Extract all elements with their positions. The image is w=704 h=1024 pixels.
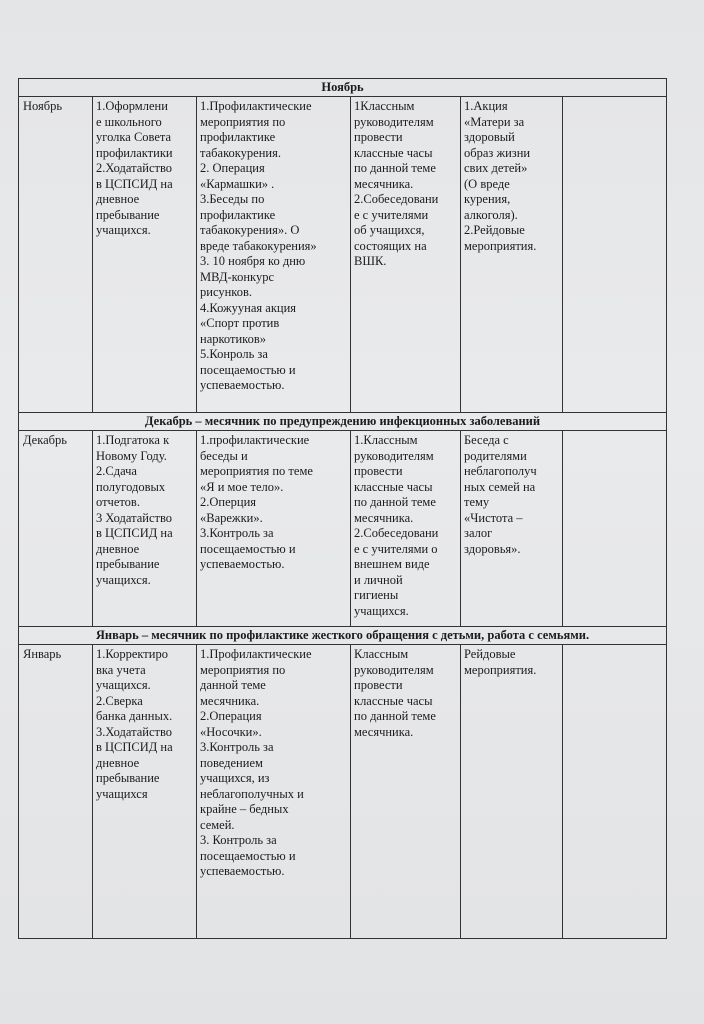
cell-line: 3.Беседы по (200, 192, 265, 206)
cell-line: полугодовых (96, 479, 166, 494)
section-header-row (19, 627, 667, 645)
cell-line: 3 Ходатайство (96, 510, 173, 525)
cell-line: Новому Году. (96, 448, 167, 463)
month-cell: Январь (19, 645, 93, 939)
cell-line: классные часы (354, 479, 433, 494)
section-header-row (19, 79, 667, 97)
cell-line: 1.Профилактические (200, 99, 312, 113)
cell-line: поведением (200, 755, 263, 770)
cell-line: е с учителями о (354, 541, 438, 556)
activity-cell (197, 431, 351, 627)
cell-line: неблагополучных и (200, 786, 304, 801)
cell-line: 1.профилактические (200, 433, 310, 447)
activity-cell (461, 431, 563, 627)
activity-cell (351, 97, 461, 413)
cell-line: классные часы (354, 145, 433, 160)
activity-cell (93, 431, 197, 627)
cell-line: 2. Операция (200, 161, 265, 175)
activity-cell (197, 97, 351, 413)
cell-line: (О вреде (464, 176, 510, 191)
table-row (19, 645, 667, 939)
cell-line: вреде табакокурения» (200, 238, 317, 253)
table-row (19, 431, 667, 627)
cell-line: дневное (96, 541, 140, 556)
cell-line: 2.Собеседовани (354, 526, 439, 540)
cell-line: табакокурения». О (200, 223, 300, 237)
activity-cell (351, 431, 461, 627)
cell-line: успеваемостью. (200, 864, 285, 878)
cell-line: месячника. (354, 510, 414, 525)
month-cell: Ноябрь (19, 97, 93, 413)
month-cell: Декабрь (19, 431, 93, 627)
cell-line: образ жизни (464, 145, 531, 160)
activity-cell (93, 97, 197, 413)
cell-line: посещаемостью и (200, 362, 296, 377)
cell-line: успеваемостью. (200, 557, 285, 571)
cell-line: учащихся. (96, 223, 151, 237)
cell-line: е школьного (96, 114, 162, 129)
cell-line: руководителям (354, 662, 434, 677)
cell-line: «Носочки». (200, 724, 262, 739)
section-header: Ноябрь (19, 79, 667, 97)
activity-cell (563, 431, 667, 627)
cell-line: учащихся. (96, 678, 151, 692)
cell-line: 2.Собеседовани (354, 192, 439, 206)
plan-table-wrapper (18, 78, 667, 939)
cell-line: классные часы (354, 693, 433, 708)
cell-line: мероприятия. (464, 662, 537, 677)
cell-line: 2.Ходатайство (96, 161, 173, 175)
cell-line: 1.Профилактические (200, 647, 312, 661)
cell-line: 2.Сверка (96, 693, 143, 708)
cell-line: крайне – бедных (200, 802, 289, 816)
cell-line: мероприятия по теме (200, 464, 313, 478)
cell-line: 5.Конроль за (200, 347, 268, 361)
cell-line: Классным (354, 647, 409, 661)
section-header-row (19, 413, 667, 431)
cell-line: табакокурения. (200, 145, 281, 160)
cell-line: профилактике (200, 130, 276, 144)
cell-line: пребывание (96, 557, 160, 571)
cell-line: об учащихся, (354, 223, 425, 237)
cell-line: месячника. (354, 724, 414, 739)
cell-line: учащихся. (354, 603, 409, 618)
table-row (19, 97, 667, 413)
cell-line: «Спорт против (200, 316, 280, 330)
cell-line: по данной теме (354, 709, 436, 723)
cell-line: 3. Контроль за (200, 833, 277, 847)
cell-line: учащихся, из (200, 771, 270, 785)
cell-line: данной теме (200, 678, 266, 692)
cell-line: здоровый (464, 130, 515, 144)
cell-line: «Кармашки» . (200, 176, 275, 191)
cell-line: мероприятия по (200, 662, 286, 677)
cell-line: мероприятия. (464, 238, 537, 253)
cell-line: 1.Оформлени (96, 99, 168, 113)
cell-line: посещаемостью и (200, 541, 296, 556)
cell-line: 1.Акция (464, 99, 508, 113)
cell-line: провести (354, 130, 403, 144)
cell-line: профилактики (96, 145, 173, 160)
activity-cell (461, 97, 563, 413)
cell-line: гигиены (354, 588, 399, 602)
cell-line: Беседа с (464, 433, 509, 447)
cell-line: 1Классным (354, 99, 415, 113)
cell-line: состоящих на (354, 238, 427, 253)
cell-line: беседы и (200, 448, 248, 463)
cell-line: 4.Кожууная акция (200, 300, 297, 315)
cell-line: руководителям (354, 114, 434, 129)
cell-line: внешнем виде (354, 557, 430, 571)
cell-line: ВШК. (354, 254, 387, 268)
cell-line: алкоголя). (464, 207, 518, 222)
cell-line: 1.Корректиро (96, 647, 168, 661)
cell-line: родителями (464, 448, 527, 463)
cell-line: МВД-конкурс (200, 269, 274, 284)
plan-table (18, 78, 667, 939)
cell-line: «Чистота – (464, 510, 523, 525)
cell-line: Рейдовые (464, 647, 516, 661)
activity-cell (93, 645, 197, 939)
cell-line: банка данных. (96, 709, 173, 723)
cell-line: пребывание (96, 207, 160, 222)
cell-line: семей. (200, 817, 235, 832)
cell-line: дневное (96, 755, 140, 770)
cell-line: вка учета (96, 662, 146, 677)
cell-line: 2.Рейдовые (464, 223, 525, 237)
cell-line: неблагополуч (464, 464, 537, 478)
cell-line: свих детей» (464, 161, 528, 175)
cell-line: тему (464, 495, 490, 509)
cell-line: ных семей на (464, 479, 536, 494)
cell-line: в ЦСПСИД на (96, 526, 173, 540)
cell-line: 3.Контроль за (200, 526, 274, 540)
activity-cell (351, 645, 461, 939)
cell-line: учащихся. (96, 572, 151, 587)
cell-line: по данной теме (354, 161, 436, 175)
cell-line: «Я и мое тело». (200, 479, 284, 494)
cell-line: профилактике (200, 207, 276, 222)
cell-line: мероприятия по (200, 114, 286, 129)
cell-line: в ЦСПСИД на (96, 176, 173, 191)
activity-cell (563, 645, 667, 939)
cell-line: учащихся (96, 786, 148, 801)
cell-line: 3.Ходатайство (96, 724, 173, 739)
cell-line: 1.Подгатока к (96, 433, 170, 447)
cell-line: дневное (96, 192, 140, 206)
cell-line: месячника. (200, 693, 260, 708)
cell-line: отчетов. (96, 495, 140, 509)
cell-line: е с учителями (354, 207, 429, 222)
cell-line: руководителям (354, 448, 434, 463)
cell-line: рисунков. (200, 285, 252, 299)
section-header: Декабрь – месячник по предупреждению инфекционных заболеваний (19, 413, 667, 431)
activity-cell (461, 645, 563, 939)
cell-line: «Матери за (464, 114, 525, 129)
cell-line: 3.Контроль за (200, 740, 274, 754)
cell-line: здоровья». (464, 541, 521, 556)
cell-line: 2.Оперция (200, 495, 257, 509)
cell-line: уголка Совета (96, 130, 172, 144)
cell-line: «Варежки». (200, 510, 263, 525)
cell-line: 2.Сдача (96, 464, 137, 478)
cell-line: наркотиков» (200, 331, 267, 346)
activity-cell (197, 645, 351, 939)
cell-line: залог (464, 526, 493, 540)
cell-line: успеваемостью. (200, 378, 285, 392)
cell-line: посещаемостью и (200, 848, 296, 863)
cell-line: по данной теме (354, 495, 436, 509)
cell-line: и личной (354, 572, 403, 587)
cell-line: курения, (464, 192, 511, 206)
cell-line: провести (354, 678, 403, 692)
section-header: Январь – месячник по профилактике жесткого обращения с детьми, работа с семьями. (19, 627, 667, 645)
cell-line: 2.Операция (200, 709, 262, 723)
cell-line: пребывание (96, 771, 160, 785)
cell-line: 3. 10 ноября ко дню (200, 254, 306, 268)
cell-line: в ЦСПСИД на (96, 740, 173, 754)
cell-line: 1.Классным (354, 433, 418, 447)
activity-cell (563, 97, 667, 413)
cell-line: месячника. (354, 176, 414, 191)
cell-line: провести (354, 464, 403, 478)
